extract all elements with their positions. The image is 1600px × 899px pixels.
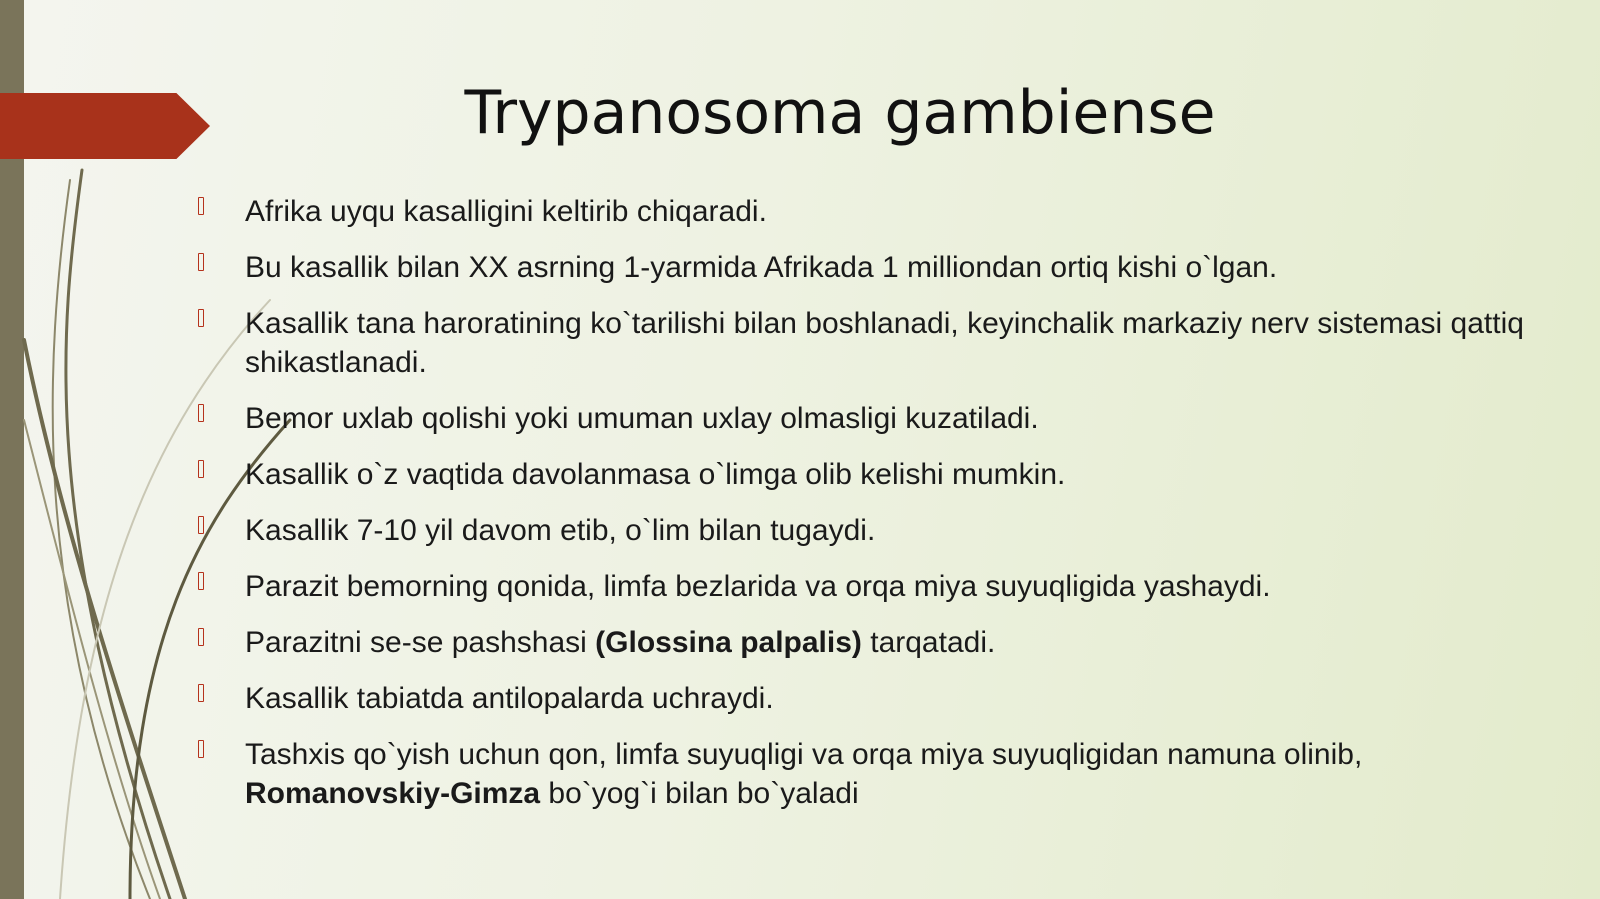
bullet-item bbox=[198, 623, 1528, 662]
bullet-text: Tashxis qo`yish uchun qon, limfa suyuqligi va orqa miya suyuqligidan namuna olinib, bbox=[245, 738, 1363, 771]
bullet-text: Bemor uxlab qolishi yoki umuman uxlay olmasligi kuzatiladi. bbox=[245, 402, 1039, 435]
bullet-text: Kasallik o`z vaqtida davolanmasa o`limga olib kelishi mumkin. bbox=[245, 458, 1066, 491]
hollow-rectangle-bullet-icon bbox=[198, 684, 204, 702]
bullet-item bbox=[198, 455, 1528, 494]
bullet-item bbox=[198, 304, 1528, 382]
hollow-rectangle-bullet-icon bbox=[198, 516, 204, 534]
bullet-text: Parazitni se-se pashshasi bbox=[245, 626, 596, 659]
bullet-list bbox=[198, 192, 1528, 830]
bullet-text: tarqatadi. bbox=[861, 626, 996, 659]
hollow-rectangle-bullet-icon bbox=[198, 740, 204, 758]
hollow-rectangle-bullet-icon bbox=[198, 197, 204, 215]
hollow-rectangle-bullet-icon bbox=[198, 460, 204, 478]
bullet-item bbox=[198, 399, 1528, 438]
bullet-text: Bu kasallik bilan XX asrning 1-yarmida Afrikada 1 milliondan ortiq kishi o`lgan. bbox=[245, 251, 1278, 284]
bullet-text: Afrika uyqu kasalligini keltirib chiqaradi. bbox=[245, 195, 767, 228]
bullet-item bbox=[198, 511, 1528, 550]
bullet-text: Kasallik tana haroratining ko`tarilishi bilan boshlanadi, keyinchalik markaziy nerv sistemasi qattiq shikastlanadi. bbox=[245, 307, 1524, 379]
bullet-bold-term: (Glossina palpalis) bbox=[595, 626, 862, 659]
hollow-rectangle-bullet-icon bbox=[198, 572, 204, 590]
bullet-bold-term: Romanovskiy-Gimza bbox=[245, 777, 541, 810]
bullet-text: bo`yog`i bilan bo`yaladi bbox=[540, 777, 859, 810]
bullet-item bbox=[198, 679, 1528, 718]
bullet-text: Kasallik tabiatda antilopalarda uchraydi. bbox=[245, 682, 774, 715]
bullet-item bbox=[198, 735, 1528, 813]
accent-arrow-banner bbox=[0, 93, 210, 159]
slide-title: Trypanosoma gambiense bbox=[464, 78, 1216, 148]
bullet-item bbox=[198, 192, 1528, 231]
bullet-item bbox=[198, 567, 1528, 606]
hollow-rectangle-bullet-icon bbox=[198, 253, 204, 271]
hollow-rectangle-bullet-icon bbox=[198, 309, 204, 327]
bullet-text: Parazit bemorning qonida, limfa bezlarida va orqa miya suyuqligida yashaydi. bbox=[245, 570, 1271, 603]
bullet-text: Kasallik 7-10 yil davom etib, o`lim bilan tugaydi. bbox=[245, 514, 876, 547]
bullet-item bbox=[198, 248, 1528, 287]
hollow-rectangle-bullet-icon bbox=[198, 404, 204, 422]
hollow-rectangle-bullet-icon bbox=[198, 628, 204, 646]
